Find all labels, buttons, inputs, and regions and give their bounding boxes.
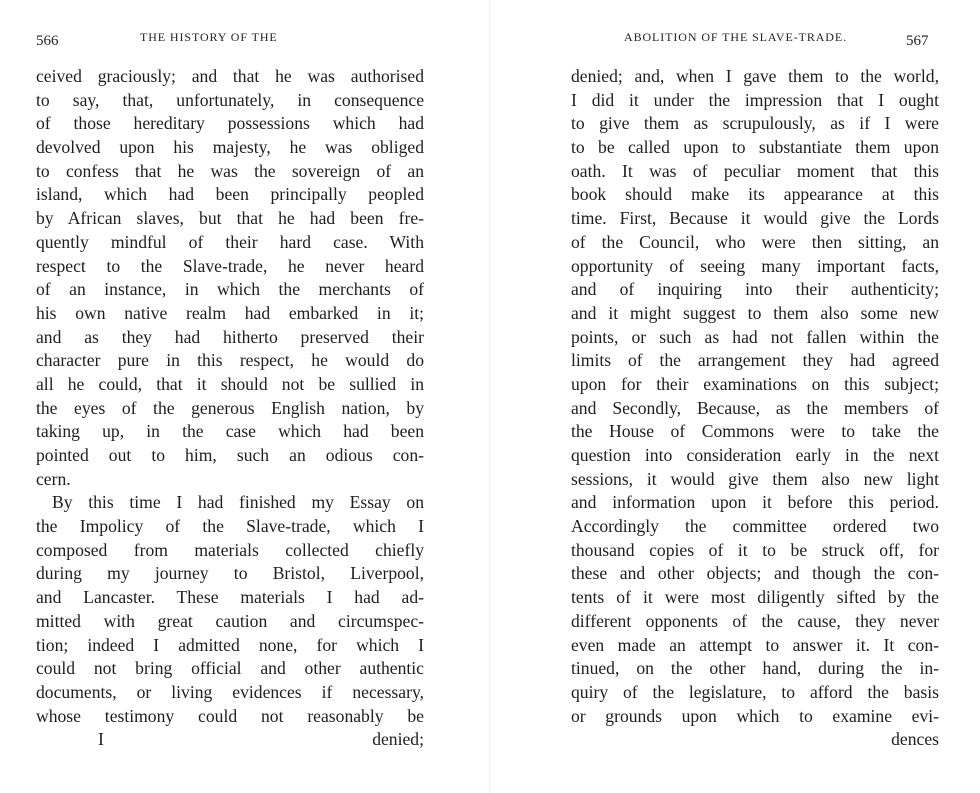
text-line: limits of the arrangement they had agreed: [571, 350, 939, 371]
right-running-head: ABOLITION OF THE SLAVE-TRADE.: [624, 30, 847, 44]
signature-line: [36, 728, 424, 752]
text-line: and information upon it before this period.: [571, 492, 939, 513]
text-line: quently mindful of their hard case. With: [36, 231, 424, 252]
text-line: his own native realm had embarked in it;: [36, 302, 424, 323]
text-line: tinued, on the other hand, during the in-: [571, 658, 939, 679]
text-line: all he could, that it should not be sullied in: [36, 373, 424, 394]
right-page-text: [571, 65, 939, 752]
text-line: composed from materials collected chiefly: [36, 539, 424, 560]
catchword: denied;: [372, 729, 424, 750]
text-line: tion; indeed I admitted none, for which I: [36, 634, 424, 655]
text-line: I did it under the impression that I ought: [571, 89, 939, 110]
text-line: and of inquiring into their authenticity;: [571, 279, 939, 300]
signature-mark: I: [98, 729, 104, 750]
text-line: or grounds upon which to examine evi-: [571, 705, 939, 726]
left-page-number: 566: [36, 33, 59, 49]
text-line: character pure in this respect, he would do: [36, 350, 424, 371]
text-line: cern.: [36, 468, 71, 489]
text-line: mitted with great caution and circumspec-: [36, 610, 424, 631]
text-line: and Lancaster. These materials I had ad-: [36, 587, 424, 608]
text-line: the House of Commons were to take the: [571, 421, 939, 442]
text-line: devolved upon his majesty, he was obliged: [36, 137, 424, 158]
text-line: pointed out to him, such an odious con-: [36, 445, 424, 465]
text-line: points, or such as had not fallen within the: [571, 326, 939, 347]
text-line: the eyes of the generous English nation, by: [36, 397, 424, 418]
text-line: ceived graciously; and that he was authorised: [36, 66, 424, 86]
text-line: and it might suggest to them also some new: [571, 302, 939, 323]
text-line: and Secondly, Because, as the members of: [571, 397, 939, 418]
text-line: upon for their examinations on this subject;: [571, 373, 939, 394]
text-line: whose testimony could not reasonably be: [36, 705, 424, 726]
text-line: respect to the Slave-trade, he never heard: [36, 255, 424, 276]
text-line: to say, that, unfortunately, in consequence: [36, 89, 424, 110]
text-line: different opponents of the cause, they never: [571, 610, 939, 631]
text-line: of the Council, who were then sitting, an: [571, 231, 939, 252]
text-line: quiry of the legislature, to afford the basis: [571, 681, 939, 702]
left-running-head: THE HISTORY OF THE: [140, 30, 278, 44]
text-line: even made an attempt to answer it. It con-: [571, 634, 939, 655]
left-page-text: [36, 65, 424, 752]
text-line: could not bring official and other authentic: [36, 658, 424, 679]
text-line: to be called upon to substantiate them upon: [571, 137, 939, 158]
text-line: and as they had hitherto preserved their: [36, 326, 424, 347]
text-line: denied; and, when I gave them to the world,: [571, 66, 939, 86]
text-line: by African slaves, but that he had been fre-: [36, 208, 424, 229]
text-line: the Impolicy of the Slave-trade, which I: [36, 516, 424, 537]
text-line: oath. It was of peculiar moment that this: [571, 160, 939, 181]
text-line: to confess that he was the sovereign of an: [36, 160, 424, 181]
text-line: time. First, Because it would give the Lords: [571, 208, 939, 229]
right-page-number: 567: [906, 33, 929, 49]
text-line: of those hereditary possessions which had: [36, 113, 424, 134]
text-line: Accordingly the committee ordered two: [571, 516, 939, 537]
text-line: of an instance, in which the merchants of: [36, 279, 424, 300]
text-line: these and other objects; and though the con-: [571, 563, 939, 584]
text-line: to give them as scrupulously, as if I were: [571, 113, 939, 134]
paragraph-first-line: By this time I had finished my Essay on: [52, 492, 424, 513]
catchword: dences: [891, 729, 939, 750]
text-line: during my journey to Bristol, Liverpool,: [36, 563, 424, 584]
text-line: thousand copies of it to be struck off, for: [571, 539, 939, 560]
text-line: tents of it were most diligently sifted by the: [571, 587, 939, 608]
text-line: question into consideration early in the next: [571, 445, 939, 465]
text-line: book should make its appearance at this: [571, 184, 939, 205]
text-line: taking up, in the case which had been: [36, 421, 424, 442]
text-line: sessions, it would give them also new light: [571, 468, 939, 489]
text-line: documents, or living evidences if necessary,: [36, 681, 424, 702]
right-page: [490, 0, 980, 793]
text-line: island, which had been principally peopled: [36, 184, 424, 205]
text-line: opportunity of seeing many important facts,: [571, 255, 939, 276]
